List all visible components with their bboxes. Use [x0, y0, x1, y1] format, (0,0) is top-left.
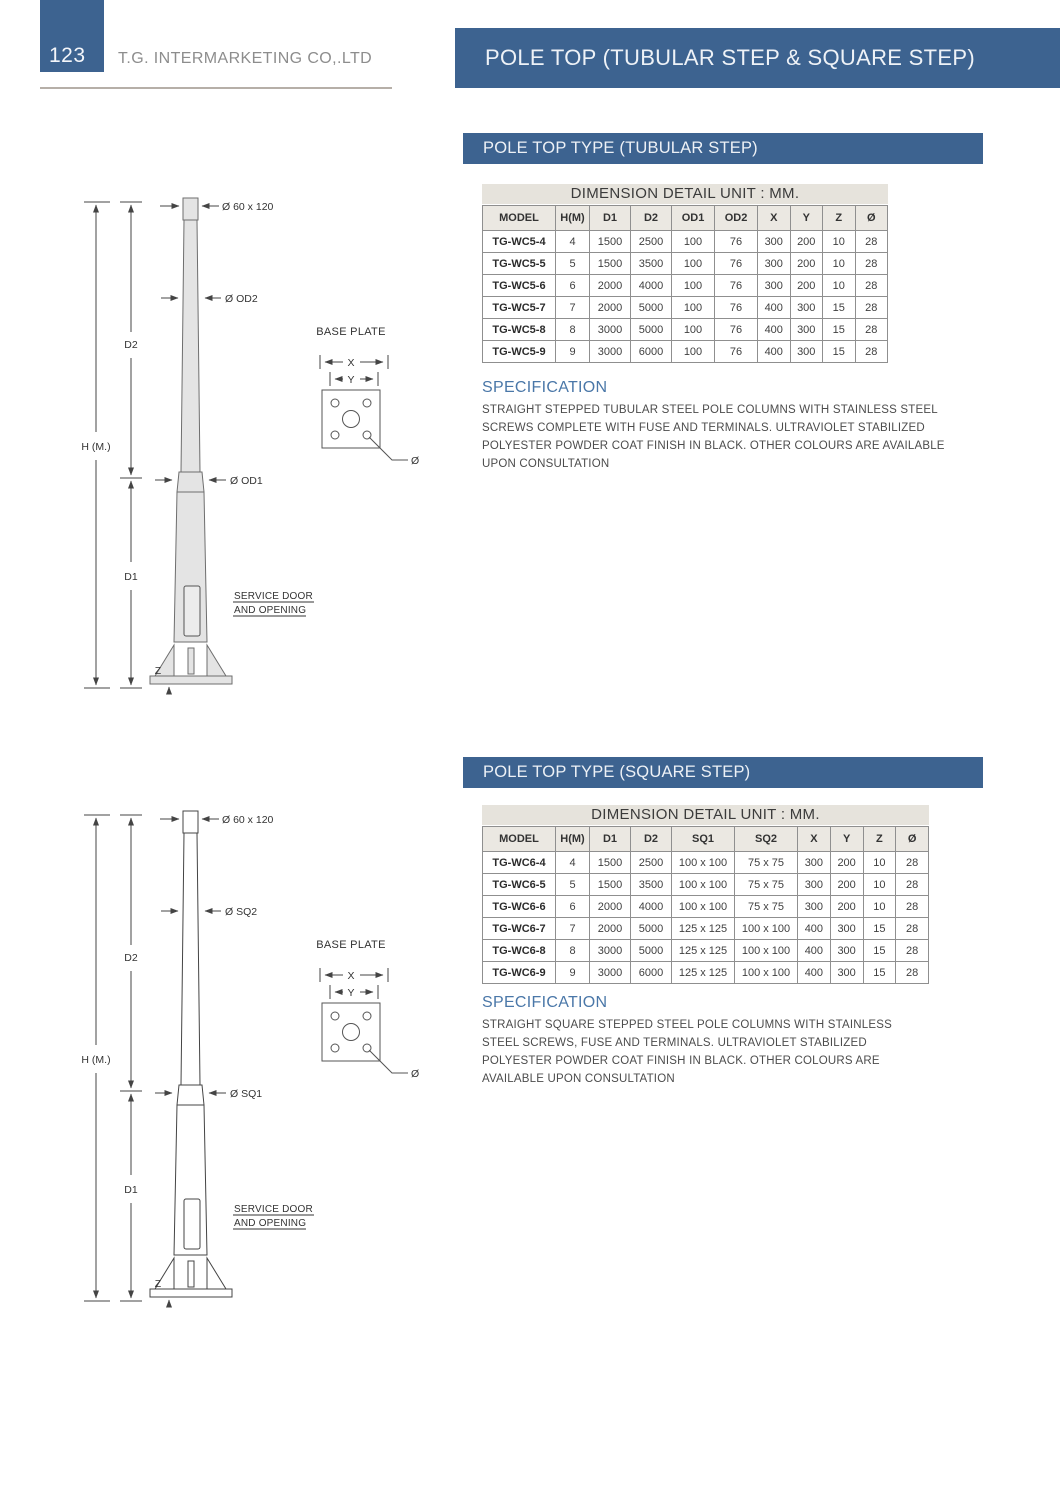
value-cell: 300	[798, 852, 831, 874]
value-cell: 76	[715, 253, 758, 275]
value-cell: 2000	[590, 918, 631, 940]
model-cell: TG-WC5-9	[483, 341, 556, 363]
spec-heading: SPECIFICATION	[482, 994, 608, 1011]
value-cell: 300	[790, 341, 823, 363]
value-cell: 300	[798, 874, 831, 896]
column-header: Z	[863, 827, 896, 852]
table-row	[483, 962, 929, 984]
spec-text: STRAIGHT STEPPED TUBULAR STEEL POLE COLUMNS WITH STAINLESS STEEL SCREWS COMPLETE WITH FUSE AND TERMINALS. ULTRAVIOLET STABILIZED POLYESTER POWDER COAT FINISH IN BLACK. OTHER COLOURS ARE AVAILABLE UPON CONSULTATION	[482, 404, 945, 471]
column-header: Y	[830, 827, 863, 852]
base-plate-title: BASE PLATE	[316, 326, 386, 338]
column-header: X	[798, 827, 831, 852]
value-cell: 3000	[590, 940, 631, 962]
value-cell: 15	[863, 940, 896, 962]
value-cell: 5	[556, 253, 590, 275]
upper-diameter-label: Ø SQ2	[225, 906, 258, 918]
value-cell: 28	[896, 918, 929, 940]
value-cell: 2500	[631, 231, 672, 253]
value-cell: 200	[790, 253, 823, 275]
value-cell: 2000	[590, 896, 631, 918]
column-header: Y	[790, 206, 823, 231]
value-cell: 300	[758, 253, 791, 275]
dimension-table-tubular	[482, 184, 888, 363]
value-cell: 125 x 125	[672, 940, 735, 962]
value-cell: 15	[863, 962, 896, 984]
value-cell: 4000	[631, 896, 672, 918]
table-row	[483, 297, 888, 319]
value-cell: 10	[823, 275, 856, 297]
dimension-table-square	[482, 805, 929, 984]
table-header-row	[483, 827, 929, 852]
model-cell: TG-WC5-4	[483, 231, 556, 253]
value-cell: 8	[556, 940, 590, 962]
d2-label: D2	[124, 952, 138, 964]
value-cell: 100	[672, 231, 715, 253]
model-cell: TG-WC6-9	[483, 962, 556, 984]
value-cell: 100 x 100	[735, 918, 798, 940]
page-number-box	[40, 0, 104, 72]
pole-drawing-square	[58, 803, 458, 1308]
base-plate-detail	[316, 939, 419, 1080]
value-cell: 100 x 100	[672, 852, 735, 874]
value-cell: 6000	[631, 962, 672, 984]
value-cell: 300	[798, 896, 831, 918]
service-door	[184, 1199, 200, 1249]
value-cell: 100 x 100	[672, 896, 735, 918]
table-row	[483, 852, 929, 874]
table-header-row	[483, 206, 888, 231]
section-title: POLE TOP TYPE (TUBULAR STEP)	[483, 139, 758, 157]
section-banner-square	[463, 757, 983, 788]
value-cell: 4	[556, 852, 590, 874]
model-cell: TG-WC6-8	[483, 940, 556, 962]
value-cell: 10	[823, 231, 856, 253]
value-cell: 300	[790, 297, 823, 319]
value-cell: 15	[823, 319, 856, 341]
value-cell: 5000	[631, 940, 672, 962]
table-row	[483, 231, 888, 253]
value-cell: 9	[556, 962, 590, 984]
upper-diameter-label: Ø OD2	[225, 293, 258, 305]
model-cell: TG-WC5-6	[483, 275, 556, 297]
page-number: 123	[49, 44, 86, 67]
value-cell: 5	[556, 874, 590, 896]
pole-outline	[150, 811, 232, 1297]
value-cell: 76	[715, 319, 758, 341]
value-cell: 200	[790, 275, 823, 297]
base-plate-title: BASE PLATE	[316, 939, 386, 951]
value-cell: 1500	[590, 253, 631, 275]
page-title-banner	[455, 28, 1060, 88]
column-header: Z	[823, 206, 856, 231]
value-cell: 28	[855, 253, 888, 275]
value-cell: 28	[896, 940, 929, 962]
company-name: T.G. INTERMARKETING CO,.LTD	[118, 50, 373, 67]
value-cell: 28	[896, 874, 929, 896]
service-door-label-1: SERVICE DOOR	[234, 591, 313, 602]
value-cell: 28	[855, 275, 888, 297]
value-cell: 1500	[590, 852, 631, 874]
value-cell: 200	[830, 874, 863, 896]
y-dim-label: Y	[347, 987, 355, 999]
table-title: DIMENSION DETAIL UNIT : MM.	[482, 184, 888, 204]
value-cell: 28	[896, 852, 929, 874]
table-row	[483, 341, 888, 363]
service-door-label-2: AND OPENING	[234, 1218, 307, 1229]
value-cell: 400	[798, 918, 831, 940]
column-header: H(M)	[556, 206, 590, 231]
header-divider	[40, 87, 392, 89]
x-dim-label: X	[347, 970, 355, 982]
value-cell: 3000	[590, 962, 631, 984]
value-cell: 300	[758, 231, 791, 253]
value-cell: 125 x 125	[672, 918, 735, 940]
z-label: Z	[154, 665, 162, 677]
cap-dimension-label: Ø 60 x 120	[222, 201, 274, 213]
column-header: OD2	[715, 206, 758, 231]
height-label: H (M.)	[81, 1054, 111, 1066]
value-cell: 2000	[590, 297, 631, 319]
value-cell: 28	[896, 896, 929, 918]
value-cell: 76	[715, 275, 758, 297]
y-dim-label: Y	[347, 374, 355, 386]
value-cell: 100	[672, 275, 715, 297]
value-cell: 76	[715, 297, 758, 319]
base-plate-detail	[316, 326, 419, 467]
value-cell: 6	[556, 896, 590, 918]
value-cell: 10	[863, 874, 896, 896]
column-header: OD1	[672, 206, 715, 231]
value-cell: 300	[758, 275, 791, 297]
value-cell: 9	[556, 341, 590, 363]
column-header: D2	[631, 206, 672, 231]
value-cell: 8	[556, 319, 590, 341]
value-cell: 3000	[590, 341, 631, 363]
value-cell: 125 x 125	[672, 962, 735, 984]
d1-label: D1	[124, 1184, 138, 1196]
table-row	[483, 896, 929, 918]
table-title: DIMENSION DETAIL UNIT : MM.	[482, 805, 929, 825]
d1-label: D1	[124, 571, 138, 583]
pole-outline	[150, 198, 232, 684]
value-cell: 400	[758, 297, 791, 319]
value-cell: 5000	[631, 319, 672, 341]
value-cell: 10	[823, 253, 856, 275]
section-banner-tubular	[463, 133, 983, 164]
table-row	[483, 918, 929, 940]
value-cell: 300	[830, 918, 863, 940]
table-row	[483, 275, 888, 297]
model-cell: TG-WC5-5	[483, 253, 556, 275]
spec-text: STRAIGHT SQUARE STEPPED STEEL POLE COLUMNS WITH STAINLESS STEEL SCREWS, FUSE AND TERMINALS. ULTRAVIOLET STABILIZED POLYESTER POWDER COAT FINISH IN BLACK. OTHER COLOURS ARE AVAILABLE UPON CONSULTATION	[482, 1019, 892, 1086]
value-cell: 100	[672, 297, 715, 319]
value-cell: 75 x 75	[735, 852, 798, 874]
value-cell: 10	[863, 896, 896, 918]
service-door-label-2: AND OPENING	[234, 605, 307, 616]
value-cell: 100	[672, 253, 715, 275]
spec-heading: SPECIFICATION	[482, 379, 608, 396]
value-cell: 300	[790, 319, 823, 341]
value-cell: 15	[863, 918, 896, 940]
value-cell: 76	[715, 231, 758, 253]
table-row	[483, 319, 888, 341]
value-cell: 300	[830, 940, 863, 962]
value-cell: 75 x 75	[735, 874, 798, 896]
value-cell: 100 x 100	[735, 940, 798, 962]
model-cell: TG-WC6-6	[483, 896, 556, 918]
value-cell: 75 x 75	[735, 896, 798, 918]
service-door	[184, 586, 200, 636]
value-cell: 400	[798, 962, 831, 984]
value-cell: 400	[758, 319, 791, 341]
value-cell: 100	[672, 341, 715, 363]
value-cell: 3500	[631, 874, 672, 896]
model-cell: TG-WC6-5	[483, 874, 556, 896]
value-cell: 10	[863, 852, 896, 874]
value-cell: 28	[855, 319, 888, 341]
bolt-diameter-label: Ø	[411, 455, 420, 467]
page-title: POLE TOP (TUBULAR STEP & SQUARE STEP)	[485, 45, 975, 70]
value-cell: 2500	[631, 852, 672, 874]
cap-dimension-label: Ø 60 x 120	[222, 814, 274, 826]
value-cell: 1500	[590, 231, 631, 253]
value-cell: 6	[556, 275, 590, 297]
value-cell: 7	[556, 918, 590, 940]
value-cell: 400	[758, 341, 791, 363]
lower-diameter-label: Ø SQ1	[230, 1088, 263, 1100]
z-label: Z	[154, 1278, 162, 1290]
value-cell: 200	[790, 231, 823, 253]
value-cell: 5000	[631, 918, 672, 940]
value-cell: 5000	[631, 297, 672, 319]
model-cell: TG-WC6-4	[483, 852, 556, 874]
value-cell: 100	[672, 319, 715, 341]
value-cell: 3500	[631, 253, 672, 275]
lower-diameter-label: Ø OD1	[230, 475, 263, 487]
dimension-table	[482, 826, 929, 984]
d2-label: D2	[124, 339, 138, 351]
value-cell: 15	[823, 341, 856, 363]
column-header: Ø	[896, 827, 929, 852]
column-header: D1	[590, 206, 631, 231]
service-door-label-1: SERVICE DOOR	[234, 1204, 313, 1215]
model-cell: TG-WC5-7	[483, 297, 556, 319]
value-cell: 4	[556, 231, 590, 253]
value-cell: 200	[830, 852, 863, 874]
value-cell: 200	[830, 896, 863, 918]
column-header: SQ1	[672, 827, 735, 852]
value-cell: 1500	[590, 874, 631, 896]
model-cell: TG-WC6-7	[483, 918, 556, 940]
value-cell: 3000	[590, 319, 631, 341]
value-cell: 400	[798, 940, 831, 962]
value-cell: 4000	[631, 275, 672, 297]
column-header: SQ2	[735, 827, 798, 852]
table-row	[483, 253, 888, 275]
column-header: X	[758, 206, 791, 231]
value-cell: 100 x 100	[735, 962, 798, 984]
column-header: MODEL	[483, 206, 556, 231]
column-header: D1	[590, 827, 631, 852]
value-cell: 28	[896, 962, 929, 984]
model-cell: TG-WC5-8	[483, 319, 556, 341]
value-cell: 28	[855, 341, 888, 363]
value-cell: 100 x 100	[672, 874, 735, 896]
value-cell: 15	[823, 297, 856, 319]
height-label: H (M.)	[81, 441, 111, 453]
bolt-diameter-label: Ø	[411, 1068, 420, 1080]
value-cell: 7	[556, 297, 590, 319]
column-header: MODEL	[483, 827, 556, 852]
column-header: Ø	[855, 206, 888, 231]
value-cell: 2000	[590, 275, 631, 297]
section-title: POLE TOP TYPE (SQUARE STEP)	[483, 763, 751, 781]
value-cell: 6000	[631, 341, 672, 363]
pole-drawing-tubular	[58, 190, 458, 695]
value-cell: 76	[715, 341, 758, 363]
x-dim-label: X	[347, 357, 355, 369]
value-cell: 300	[830, 962, 863, 984]
dimension-table	[482, 205, 888, 363]
column-header: H(M)	[556, 827, 590, 852]
value-cell: 28	[855, 297, 888, 319]
column-header: D2	[631, 827, 672, 852]
value-cell: 28	[855, 231, 888, 253]
table-row	[483, 874, 929, 896]
table-row	[483, 940, 929, 962]
